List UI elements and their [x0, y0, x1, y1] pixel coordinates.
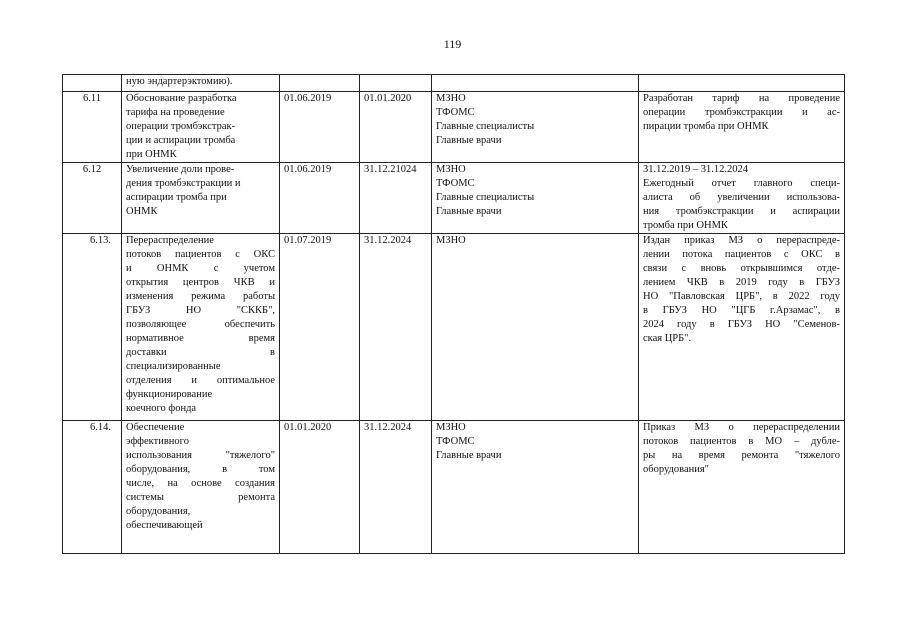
description-line: тарифа на проведение — [126, 107, 225, 118]
result-line: алиста об увеличении использова- — [643, 192, 840, 203]
description-line: ГБУЗ НО "СККБ", — [126, 305, 275, 316]
result-line: Разработан тариф на проведение — [643, 93, 840, 104]
executor-line: Главные врачи — [436, 450, 502, 461]
measure-description — [122, 163, 280, 234]
start-date: 01.06.2019 — [280, 92, 360, 163]
description-line: отделения и оптимальное — [126, 375, 275, 386]
table-body — [63, 75, 845, 554]
description-line: Увеличение доли прове- — [126, 164, 235, 175]
description-line: системы ремонта — [126, 492, 275, 503]
result-line: Издан приказ МЗ о перераспреде- — [643, 235, 840, 246]
description-line: коечного фонда — [126, 403, 197, 414]
end-date: 31.12.2024 — [360, 421, 432, 554]
end-date: 31.12.21024 — [360, 163, 432, 234]
end-date — [360, 75, 432, 92]
description-line: оборудования, — [126, 506, 191, 517]
executor-line: ТФОМС — [436, 436, 475, 447]
description-line: при ОНМК — [126, 149, 177, 160]
item-number: 6.12 — [63, 163, 122, 234]
executor-line: Главные врачи — [436, 206, 502, 217]
result-line: связи с вновь открывшимся отде- — [643, 263, 840, 274]
table-row — [63, 75, 845, 92]
description-line: Перераспределение — [126, 235, 214, 246]
measure-description — [122, 234, 280, 421]
start-date: 01.01.2020 — [280, 421, 360, 554]
description-line: ции и аспирации тромба — [126, 135, 236, 146]
executor-line: Главные специалисты — [436, 121, 535, 132]
expected-result — [639, 163, 845, 234]
result-line: пирации тромба при ОНМК — [643, 121, 769, 132]
measure-description — [122, 421, 280, 554]
description-line: операции тромбэкстрак- — [126, 121, 236, 132]
measure-description — [122, 92, 280, 163]
result-line: НО "Павловская ЦРБ", в 2022 году — [643, 291, 840, 302]
measure-description — [122, 75, 280, 92]
result-line: потоков пациентов в МО – дубле- — [643, 436, 840, 447]
expected-result — [639, 92, 845, 163]
expected-result — [639, 421, 845, 554]
description-line: изменения режима работы — [126, 291, 275, 302]
description-line: позволяющее обеспечить — [126, 319, 275, 330]
executor-line: ТФОМС — [436, 178, 475, 189]
result-line: ры на время ремонта "тяжелого — [643, 450, 840, 461]
item-number: 6.13. — [63, 234, 122, 421]
result-line: Приказ МЗ о перераспределении — [643, 422, 840, 433]
result-line: ния тромбэкстракции и аспирации — [643, 206, 840, 217]
result-line: лении потока пациентов с ОКС в — [643, 249, 840, 260]
executor-line: МЗНО — [436, 422, 466, 433]
executor-line: МЗНО — [436, 235, 466, 246]
result-line: оборудования" — [643, 464, 709, 475]
responsible-executors — [432, 92, 639, 163]
table-row — [63, 421, 845, 554]
executor-line: Главные врачи — [436, 135, 502, 146]
result-line: ская ЦРБ". — [643, 333, 692, 344]
executor-line: МЗНО — [436, 93, 466, 104]
result-line: 31.12.2019 – 31.12.2024 — [643, 164, 748, 175]
description-line: эффективного — [126, 436, 189, 447]
description-line: открытия центров ЧКВ и — [126, 277, 275, 288]
table-row — [63, 163, 845, 234]
start-date: 01.06.2019 — [280, 163, 360, 234]
result-line: в ГБУЗ НО "ЦГБ г.Арзамас", в — [643, 305, 840, 316]
result-line: тромба при ОНМК — [643, 220, 728, 231]
responsible-executors — [432, 75, 639, 92]
expected-result — [639, 75, 845, 92]
description-line: нормативное время — [126, 333, 275, 344]
end-date: 31.12.2024 — [360, 234, 432, 421]
item-number: 6.11 — [63, 92, 122, 163]
result-line: 2024 году в ГБУЗ НО "Семенов- — [643, 319, 840, 330]
table-row — [63, 234, 845, 421]
result-line: лением ЧКВ в 2019 году в ГБУЗ — [643, 277, 840, 288]
executor-line: МЗНО — [436, 164, 466, 175]
description-line: Обоснование разработка — [126, 93, 237, 104]
description-line: потоков пациентов с ОКС — [126, 249, 275, 260]
description-line: ОНМК — [126, 206, 158, 217]
plan-table — [62, 74, 845, 554]
start-date: 01.07.2019 — [280, 234, 360, 421]
description-line: использования "тяжелого" — [126, 450, 275, 461]
responsible-executors — [432, 234, 639, 421]
description-line: числе, на основе создания — [126, 478, 275, 489]
result-line: Ежегодный отчет главного специ- — [643, 178, 840, 189]
result-line: операции тромбэкстракции и ас- — [643, 107, 840, 118]
description-line: доставки в — [126, 347, 275, 358]
item-number — [63, 75, 122, 92]
executor-line: Главные специалисты — [436, 192, 535, 203]
description-line: ную эндартерэктомию). — [126, 76, 233, 87]
description-line: функционирование — [126, 389, 213, 400]
expected-result — [639, 234, 845, 421]
responsible-executors — [432, 163, 639, 234]
description-line: специализированные — [126, 361, 221, 372]
end-date: 01.01.2020 — [360, 92, 432, 163]
responsible-executors — [432, 421, 639, 554]
start-date — [280, 75, 360, 92]
description-line: дения тромбэкстракции и — [126, 178, 241, 189]
page-number: 119 — [443, 37, 462, 51]
description-line: оборудования, в том — [126, 464, 275, 475]
description-line: и ОНМК с учетом — [126, 263, 275, 274]
description-line: Обеспечение — [126, 422, 185, 433]
description-line: обеспечивающей — [126, 520, 203, 531]
executor-line: ТФОМС — [436, 107, 475, 118]
table-row — [63, 92, 845, 163]
item-number: 6.14. — [63, 421, 122, 554]
description-line: аспирации тромба при — [126, 192, 227, 203]
